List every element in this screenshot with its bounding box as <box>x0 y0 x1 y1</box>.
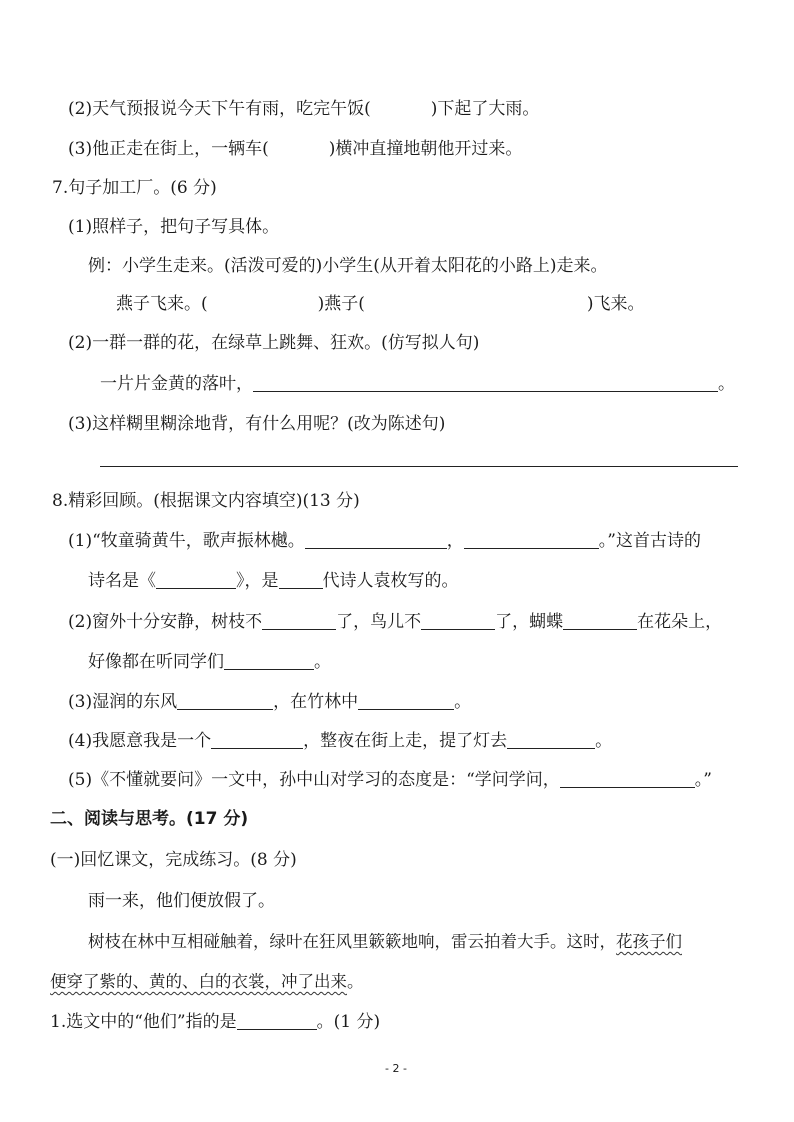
passage-wavy-underline-2: 便穿了紫的、黄的、白的衣裳，冲了出来 <box>50 972 347 991</box>
q7-exercise <box>116 292 645 316</box>
q8-s2-text-d: 在花朵上， <box>637 612 723 632</box>
q8-s1-blank-1[interactable] <box>305 530 447 549</box>
part2-q1-text-a: 1.选文中的“他们”指的是 <box>50 1012 237 1032</box>
q7-sub1: (1)照样子，把句子写具体。 <box>68 217 280 237</box>
q8-title: 8.精彩回顾。(根据课文内容填空)(13 分) <box>52 491 360 511</box>
q7-ex-text-c: )飞来。 <box>586 294 645 314</box>
q7-title: 7.句子加工厂。(6 分) <box>52 178 217 198</box>
q8-sub3 <box>68 690 471 714</box>
passage-paragraph-1: 雨一来，他们便放假了。 <box>88 891 275 911</box>
q6-item-3 <box>68 137 522 161</box>
q6-item3-text-b: )横冲直撞地朝他开过来。 <box>328 139 523 159</box>
q8-s3-text-b: ，在竹林中 <box>273 692 359 712</box>
q6-item3-text-a: (3)他正走在街上，一辆车( <box>68 139 269 159</box>
q8-s4-text-a: (4)我愿意我是一个 <box>68 731 212 751</box>
q8-s2-text-e: 好像都在听同学们 <box>88 652 224 672</box>
q8-s2-blank-2[interactable] <box>421 611 495 630</box>
q8-sub4 <box>68 729 612 753</box>
q7-sub3-answer-line[interactable] <box>100 466 738 467</box>
q8-s1-text-a: (1)“牧童骑黄牛，歌声振林樾。 <box>68 531 305 551</box>
q8-s2-blank-3[interactable] <box>563 611 637 630</box>
q7-sub2-line <box>100 372 735 396</box>
q8-s1-blank-4[interactable] <box>279 570 323 589</box>
q8-s3-text-c: 。 <box>454 692 472 712</box>
q8-sub1-line1 <box>68 529 701 553</box>
q7-sub2-answer-blank[interactable] <box>253 373 718 392</box>
q8-s3-blank-2[interactable] <box>358 691 454 710</box>
part2-question-1 <box>50 1010 380 1034</box>
q8-s1-text-e: 》，是 <box>236 571 279 591</box>
q8-sub2-line2 <box>88 650 331 674</box>
q8-s2-text-a: (2)窗外十分安静，树枝不 <box>68 612 263 632</box>
q7-ex-text-b: )燕子( <box>317 294 365 314</box>
q7-sub2-prefix: 一片片金黄的落叶， <box>100 374 253 394</box>
q8-s3-text-a: (3)湿润的东风 <box>68 692 178 712</box>
q6-item2-text-b: )下起了大雨。 <box>430 99 540 119</box>
passage-wavy-underline-1: 花孩子们 <box>616 932 682 951</box>
q8-s4-text-b: ，整夜在街上走，提了灯去 <box>303 731 508 751</box>
q8-s1-blank-2[interactable] <box>464 530 599 549</box>
q8-s1-text-d: 诗名是《 <box>88 571 156 591</box>
q7-ex-text-a: 燕子飞来。( <box>116 294 208 314</box>
q8-s1-text-f: 代诗人袁枚写的。 <box>322 571 459 591</box>
q8-s2-text-c: 了，蝴蝶 <box>495 612 564 632</box>
q8-s2-text-b: 了，鸟儿不 <box>336 612 422 632</box>
q8-sub5 <box>68 768 712 792</box>
q8-s2-blank-4[interactable] <box>224 651 314 670</box>
q8-s4-text-c: 。 <box>595 731 613 751</box>
q8-s2-blank-1[interactable] <box>262 611 336 630</box>
q8-s4-blank-2[interactable] <box>507 730 595 749</box>
q7-sub3: (3)这样糊里糊涂地背，有什么用呢？(改为陈述句) <box>68 414 446 434</box>
part2-q1-text-b: 。(1 分) <box>316 1012 381 1032</box>
q8-s1-text-b: ， <box>446 531 464 551</box>
q8-s2-text-f: 。 <box>314 652 331 672</box>
q8-s5-text-b: 。” <box>694 770 712 790</box>
passage-p3-end: 。 <box>347 972 364 991</box>
part2-title: 二、阅读与思考。(17 分) <box>50 809 249 829</box>
q8-s5-blank[interactable] <box>560 769 695 788</box>
passage-p2-text: 树枝在林中互相碰触着，绿叶在狂风里簌簌地响，雷云拍着大手。这时， <box>88 932 616 951</box>
passage-paragraph-2 <box>88 930 682 954</box>
part2-subtitle: (一)回忆课文，完成练习。(8 分) <box>50 850 297 870</box>
q7-sub2: (2)一群一群的花，在绿草上跳舞、狂欢。(仿写拟人句) <box>68 333 480 353</box>
q7-sub2-end: 。 <box>718 374 735 394</box>
q6-item2-text-a: (2)天气预报说今天下午有雨，吃完午饭( <box>68 99 371 119</box>
q8-s4-blank-1[interactable] <box>211 730 303 749</box>
part2-q1-blank[interactable] <box>237 1011 317 1030</box>
q7-example: 例：小学生走来。(活泼可爱的)小学生(从开着太阳花的小路上)走来。 <box>88 256 608 276</box>
page-number: - 2 - <box>385 1062 407 1075</box>
q8-s1-text-c: 。”这首古诗的 <box>598 531 701 551</box>
q8-sub2-line1 <box>68 610 722 634</box>
q6-item-2 <box>68 97 539 121</box>
q8-s3-blank-1[interactable] <box>177 691 273 710</box>
q8-s5-text-a: (5)《不懂就要问》一文中，孙中山对学习的态度是：“学问学问， <box>68 770 560 790</box>
q8-sub1-line2 <box>88 569 459 593</box>
q8-s1-blank-3[interactable] <box>156 570 236 589</box>
passage-paragraph-3 <box>50 970 364 994</box>
